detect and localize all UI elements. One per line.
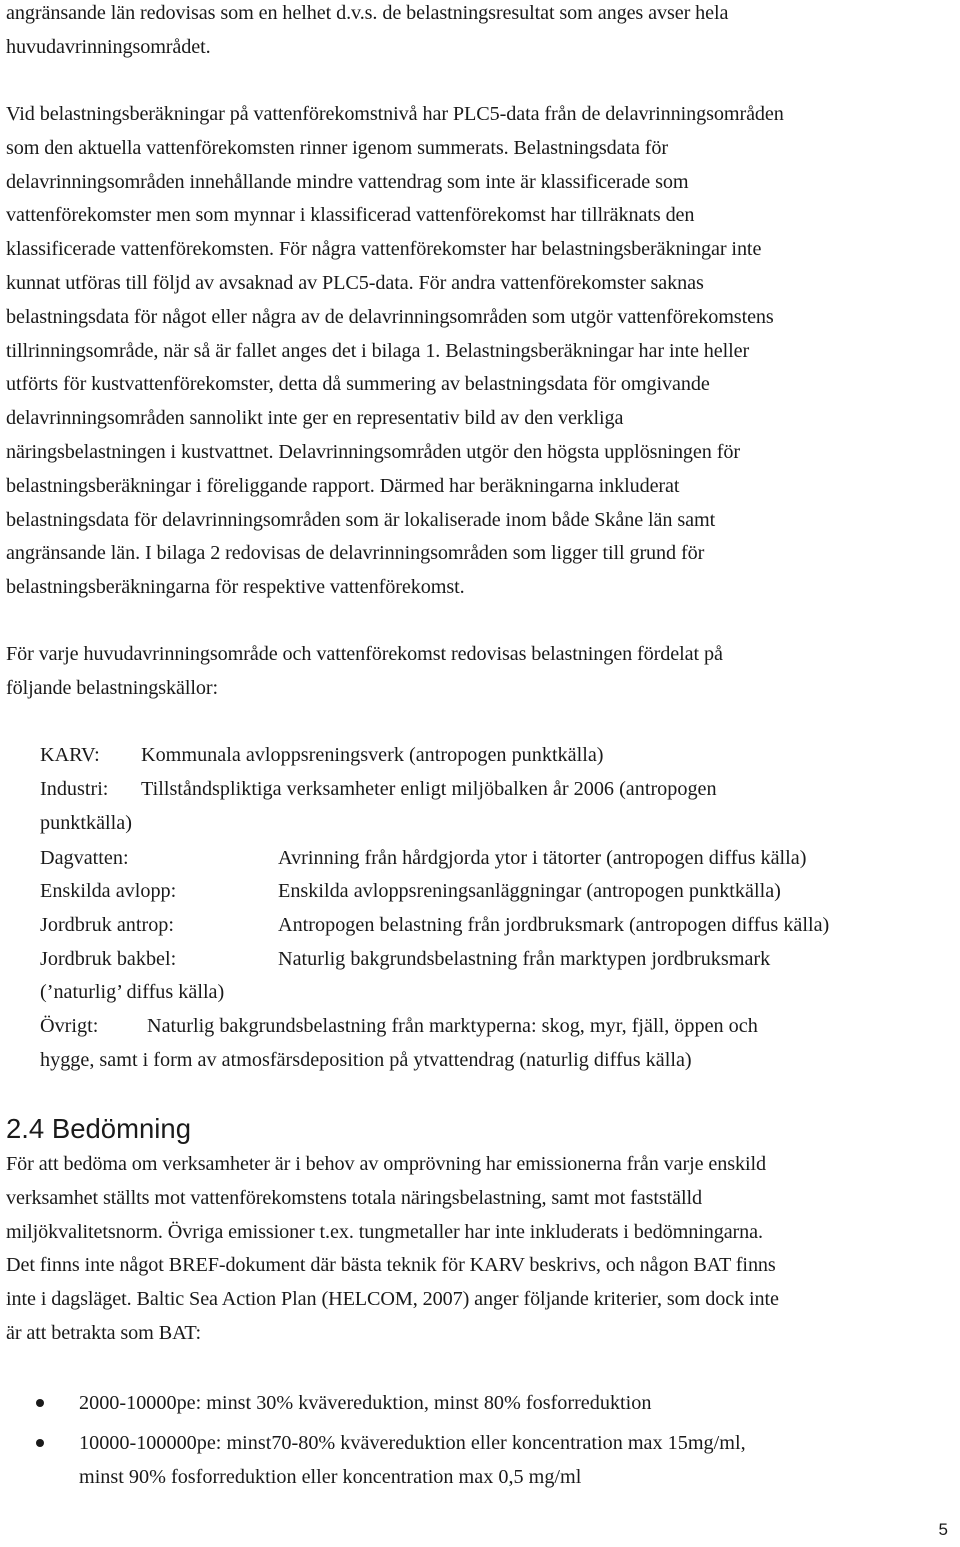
source-description-continued: hygge, samt i form av atmosfärsdeposition på ytvattendrag (naturlig diffus källa) (40, 1049, 692, 1071)
source-industri (40, 773, 955, 807)
source-description: Tillståndspliktiga verksamheter enligt miljöbalken år 2006 (antropogen (141, 778, 717, 800)
source-key: KARV: (40, 744, 100, 766)
paragraph-assessment (6, 1148, 958, 1351)
text-line: Det finns inte något BREF-dokument där bästa teknik för KARV beskrivs, och någon BAT finns (6, 1254, 776, 1277)
text-line: För att bedöma om verksamheter är i behov av omprövning har emissionerna från varje enskild (6, 1153, 767, 1175)
text-line: tillrinningsområde, när så är fallet anges det i bilaga 1. Belastningsberäkningar har inte heller (6, 339, 750, 362)
source-description-continued: (’naturlig’ diffus källa) (40, 981, 225, 1003)
text-line: näringsbelastningen i kustvattnet. Delavrinningsområden utgör den högsta upplösningen för (6, 440, 740, 463)
criteria-list (0, 1387, 960, 1500)
source-enskilda-avlopp (40, 875, 955, 909)
source-continuation (40, 976, 955, 1010)
source-jordbruk-bakbel (40, 943, 955, 977)
bullet-icon (36, 1399, 44, 1407)
source-continuation (40, 1044, 955, 1078)
text-line: angränsande län redovisas som en helhet d.v.s. de belastningsresultat som anges avser hela (6, 2, 729, 24)
paragraph-calculation (6, 98, 958, 605)
source-dagvatten (40, 842, 955, 876)
list-item-text: 10000-100000pe: minst70-80% kvävereduktion eller koncentration max 15mg/ml, (79, 1431, 746, 1454)
list-item-text: minst 90% fosforreduktion eller koncentration max 0,5 mg/ml (79, 1465, 582, 1488)
section-heading: 2.4 Bedömning (6, 1113, 191, 1144)
source-key: Industri: (40, 778, 109, 800)
source-jordbruk-antrop (40, 909, 955, 943)
text-line: följande belastningskällor: (6, 676, 219, 699)
text-line: kunnat utföras till följd av avsaknad av PLC5-data. För andra vattenförekomster saknas (6, 271, 704, 294)
paragraph-intro (6, 0, 958, 65)
text-line: belastningsberäkningar i föreliggande rapport. Därmed har beräkningarna inkluderat (6, 474, 680, 497)
list-item (0, 1427, 960, 1495)
bullet-icon (36, 1439, 44, 1447)
source-description: Kommunala avloppsreningsverk (antropogen punktkälla) (141, 744, 604, 766)
text-line: angränsande län. I bilaga 2 redovisas de delavrinningsområden som ligger till grund för (6, 542, 705, 565)
text-line: är att betrakta som BAT: (6, 1321, 202, 1344)
source-key: Enskilda avlopp: (40, 880, 177, 902)
source-key: Jordbruk bakbel: (40, 948, 177, 970)
text-line: belastningsdata för delavrinningsområden som är lokaliserade inom både Skåne län samt (6, 508, 716, 531)
list-item-text: 2000-10000pe: minst 30% kvävereduktion, minst 80% fosforreduktion (79, 1392, 652, 1414)
text-line: vattenförekomster men som mynnar i klassificerad vattenförekomst har tillräknats den (6, 204, 695, 227)
source-description: Avrinning från hårdgjorda ytor i tätorter (antropogen diffus källa) (278, 847, 807, 869)
text-line: klassificerade vattenförekomsten. För några vattenförekomster har belastningsberäkningar inte (6, 238, 762, 261)
source-ovrigt (40, 1010, 955, 1044)
source-key: Dagvatten: (40, 847, 129, 869)
text-line: som den aktuella vattenförekomsten rinner igenom summerats. Belastningsdata för (6, 136, 669, 159)
text-line: belastningsberäkningarna för respektive vattenförekomst. (6, 576, 465, 599)
text-line: verksamhet ställts mot vattenförekomstens totala näringsbelastning, samt mot fastställd (6, 1186, 703, 1209)
source-description: Naturlig bakgrundsbelastning från marktyperna: skog, myr, fjäll, öppen och (147, 1015, 758, 1037)
source-description-continued: punktkälla) (40, 812, 132, 834)
source-description: Naturlig bakgrundsbelastning från marktypen jordbruksmark (278, 948, 771, 970)
source-continuation (40, 807, 955, 841)
source-key: Övrigt: (40, 1015, 99, 1037)
text-line: utförts för kustvattenförekomster, detta då summering av belastningsdata för omgivande (6, 373, 710, 396)
text-line: huvudavrinningsområdet. (6, 35, 211, 58)
source-description: Enskilda avloppsreningsanläggningar (antropogen punktkälla) (278, 880, 781, 902)
source-key: Jordbruk antrop: (40, 914, 174, 936)
paragraph-sources-intro (6, 638, 958, 706)
text-line: miljökvalitetsnorm. Övriga emissioner t.ex. tungmetaller har inte inkluderats i bedömningarna. (6, 1220, 763, 1243)
text-line: delavrinningsområden sannolikt inte ger en representativ bild av den verkliga (6, 407, 624, 430)
text-line: För varje huvudavrinningsområde och vattenförekomst redovisas belastningen fördelat på (6, 643, 723, 665)
text-line: belastningsdata för något eller några av de delavrinningsområden som utgör vattenförekomstens (6, 305, 774, 328)
text-line: Vid belastningsberäkningar på vattenförekomstnivå har PLC5-data från de delavrinningsområden (6, 103, 784, 125)
text-line: delavrinningsområden innehållande mindre vattendrag som inte är klassificerade som (6, 170, 689, 193)
source-karv (40, 739, 955, 773)
source-description: Antropogen belastning från jordbruksmark (antropogen diffus källa) (278, 914, 830, 936)
text-line: inte i dagsläget. Baltic Sea Action Plan (HELCOM, 2007) anger följande kriterier, som dock inte (6, 1288, 779, 1311)
page-number: 5 (938, 1520, 948, 1539)
list-item (0, 1387, 960, 1421)
